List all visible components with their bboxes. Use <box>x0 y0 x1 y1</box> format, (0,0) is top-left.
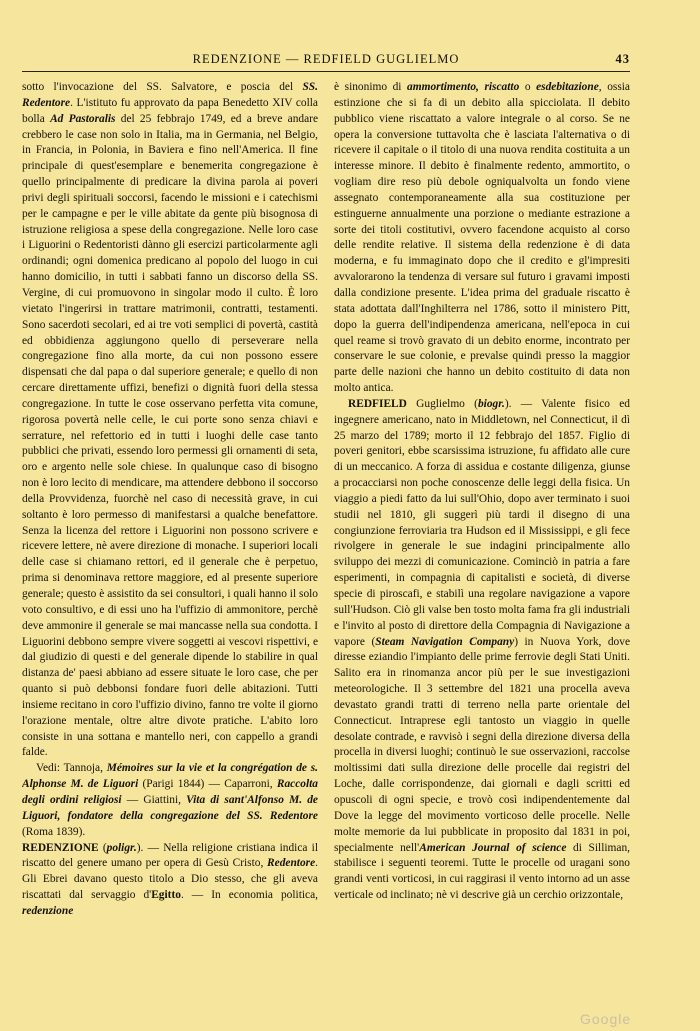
entry-category: poligr. <box>106 841 137 854</box>
entry-category: biogr. <box>477 397 505 410</box>
bibliography-paragraph <box>22 761 318 840</box>
text-run: del 25 febbrajo 1749, ed a breve andare crebbero le case non solo in Italia, ma in Germania, nel Belgio, in Francia, in Polonia, in Baviera e fino nell'America. Il fine principale di quest'esemplare e benemerita congregazione è quello principalmente di predicare la divina parola ai poveri privi degli spirituali soccorsi, facendo le missioni e i catechismi per le campagne e per le ville abitate da gente più bisognosa di istruzione religiosa a spese della congregazione. Nelle loro case i Liguorini o Redentoristi dànno gli esercizi particolarmente agli ordinandi; ogni domenica predicano al popolo del luogo in cui hanno domicilio, in tutti i sabbati fanno un discorso della SS. Vergine, di cui promuovono in singolar modo il culto. È loro vietato l'ingerirsi in trattare matrimonii, contratti, testamenti. Sono sacerdoti secolari, ed ai tre voti semplici di povertà, castità ed obbidienza aggiungono quello di perseverare nella congregazione fino alla morte, da cui non possono essere dispensati che dal papa o dal superiore generale; e quello di non cercare direttamente uffizi, benefizi o dignità fuori della stessa congregazione. In tutte le cose osservano perfetta vita comune, rigorosa povertà nelle celle, le cui porte sono senza chiavi e serrature, nel refettorio ed in tutti i luoghi delle case tanto pubblici che privati, essendo loro permessi gli ornamenti di seta, oro e argento nelle sole chiese. In qualunque caso di bisogno non è loro lecito di mendicare, ma attendere debbono il soccorso della Provvidenza, fuorchè nel caso di necessità grave, in cui soltanto è loro permesso di manifestarsi a qualche benefattore. Senza la licenza del rettore i Liguorini non possono scrivere e ricevere lettere, nè avere direzione di monache. I superiori locali delle case si chiamano rettori, ed il generale che è perpetuo, prima si denominava rettore maggiore, ed al presente superiore generale; questo è assistito da sei consultori, i quali hanno il solo voto consultivo, e di essi uno ha l'uffizio di ammonitore, perchè deve ammonire il generale se mai mancasse nella sua condotta. I Liguorini debbono sempre vivere soggetti ai vescovi rispettivi, e dal giudizio di questi e del generale dipende lo stabilire in qual distanza de' paesi abbiano ad essere situate le loro case, che per quanto si può debbonsi fondare fuori delle abitazioni. Tutti insieme recitano in coro l'uffizio divino, fanno tre volte il giorno l'orazione mentale, oltre altre divote pratiche. L'abito loro consiste in una sottana e mantello neri, con cappello a grandi falde. <box>22 112 318 759</box>
header-rule <box>22 71 630 72</box>
entry-headword: REDENZIONE <box>22 841 99 854</box>
scan-signature: Google <box>580 1011 632 1027</box>
page-number: 43 <box>615 52 630 66</box>
left-column <box>22 80 318 992</box>
text-run: , ossia estinzione che si fa di un debito alla spicciolata. Il debito pubblico viene riscattato a valore integrale o al corso. Se ne opera la conversione tuttavolta che è lasciata l'alternativa o di ricevere il capitale o il titolo di una nuova rendita costituita a un interesse minore. Il debito è finalmente redento, ammortito, o vogliam dire reso più debole ogniqualvolta un fondo viene assegnato contemporaneamente alla sua costituzione per estinguerne annualmente una porzione o mediante estrazione a sorte dei titoli costitutivi, ovvero facendone acquisto al corso delle rendite relative. Il sistema della redenzione è di data moderna, e fu immaginato dopo che il credito e gl'impresiti avvalorarono la tendenza di versare sul futuro i gravami imposti dalla condizione presente. L'idea prima del graduale riscatto è stata adottata dall'Inghilterra nel 1786, sotto il ministero Pitt, dopo la guerra dell'indipendenza americana, nell'epoca in cui quel reame si trovò gravato di un debito enorme, incontrato per conservare le sue colonie, e prevalse quindi presso la maggior parte delle nazioni che hanno un debito costituito di data non molto antica. <box>334 81 630 395</box>
text-run: (Parigi 1844) — Caparroni, <box>138 778 277 791</box>
text-run: ( <box>98 841 107 854</box>
italic-term: SS. Redentore <box>22 81 318 109</box>
italic-term: Steam Navigation Company <box>375 635 515 648</box>
entry-redfield-guglielmo <box>334 397 630 904</box>
italic-term: ammortimento, riscatto <box>407 81 520 93</box>
text-run: — Giattini, <box>121 793 187 806</box>
italic-title: Vita di sant'Alfonso M. de Liguori, fondatore della congregazione del SS. Redentore <box>22 793 318 822</box>
text-run: (Roma 1839). <box>22 825 86 838</box>
text-run: ) in Nuova York, dove diresse eziandio l'impianto delle prime ferrovie degli Stati Uniti. Salito era in rinomanza ancor più per le sue investigazioni meteorologiche. Il 3 settembre del 1821 una procella aveva devastato grandi tratti di terreno nella parte orientale del Connecticut. Intraprese egli tantosto un viaggio in quelle desolate contrade, e ravvisò i segni della direzione diversa della procella in diversi luoghi; continuò le sue osservazioni, raccolse moltissimi dati sulla direzione delle procelle dai registri del Loche, dalle corrispondenze, dai giornali e dagli scritti ed opuscoli di ogni specie, e trovò così indipendentemente dal Dove la legge del movimento vorticoso delle procelle. Nelle molte memorie da lui pubblicate in proposito dal 1831 in poi, specialmente nell' <box>334 635 630 854</box>
text-run: . L'istituto fu approvato da papa Benedetto XIV colla bolla <box>22 96 318 125</box>
text-run: di Silliman, stabilisce i seguenti teoremi. Tutte le procelle od uragani sono grandi venti vorticosi, in cui raggirasi il vento intorno ad un asse verticale od inclinato; nè vi descrive già un cerchio orizzontale, <box>334 841 630 902</box>
italic-term: esdebitazione <box>536 81 599 93</box>
entry-redenzione <box>22 841 318 920</box>
running-header <box>22 50 630 68</box>
text-run: Vedi: Tannoja, <box>36 762 107 775</box>
text-run: ). — Nella religione cristiana indica il riscatto del genere umano per opera di Gesù Cristo, <box>22 841 318 870</box>
italic-term: redenzione <box>22 904 74 917</box>
text-run: ). — Valente fisico ed ingegnere americano, nato in Middletown, nel Connecticut, il dì 25 marzo del 1789; morto il 12 febbrajo del 1857. Figlio di poveri genitori, ebbe scarsissima istruzione, fu affidato alle cure di un meccanico. A forza di assidua e costante diligenza, giunse a procacciarsi non poche conoscenze delle leggi della fisica. Un viaggio a piedi fatto da lui sull'Ohio, dopo aver terminato i suoi studii nel 1810, gli suggerì più tardi il disegno di una congiunzione ferroviaria tra Hudson ed il Mississippi, e gli fece rivolgere in generale le sue indagini principalmente allo sviluppo dei mezzi di comunicazione. Cominciò in patria a fare esperimenti, in compagnia di capitalisti e società, di diverse specie di piroscafi, e stabilì una regolare navigazione a vapore sull'Hudson. Ciò gli valse ben tosto molta fama fra gli industriali e l'invito al posto di direttore della Compagnia di Navigazione a vapore ( <box>334 397 630 648</box>
italic-term: Ad Pastoralis <box>50 112 116 125</box>
text-run: sotto l'invocazione del SS. Salvatore, e poscia del <box>22 81 303 93</box>
italic-term: Redentore <box>267 857 316 870</box>
text-run: Guglielmo ( <box>406 397 478 410</box>
redenzione-continuation-paragraph <box>334 80 630 397</box>
redentoristi-continuation-paragraph <box>22 80 318 761</box>
italic-title: American Journal of science <box>419 841 567 854</box>
text-run: . — In economia politica, <box>180 889 318 902</box>
bold-term: Egitto <box>151 889 181 902</box>
text-run: o <box>519 81 537 93</box>
italic-title: Mémoires sur la vie et la congrégation de s. Alphonse M. de Liguori <box>22 762 318 791</box>
running-title: REDENZIONE — REDFIELD GUGLIELMO <box>192 52 460 66</box>
right-column <box>334 80 630 992</box>
text-run: è sinonimo di <box>334 81 408 93</box>
entry-headword: REDFIELD <box>348 397 407 410</box>
italic-title: Raccolta degli ordini religiosi <box>22 778 318 806</box>
text-run: . Gli Ebrei davano questo titolo a Dio stesso, che gli aveva riscattati dal servaggio d' <box>22 857 318 902</box>
